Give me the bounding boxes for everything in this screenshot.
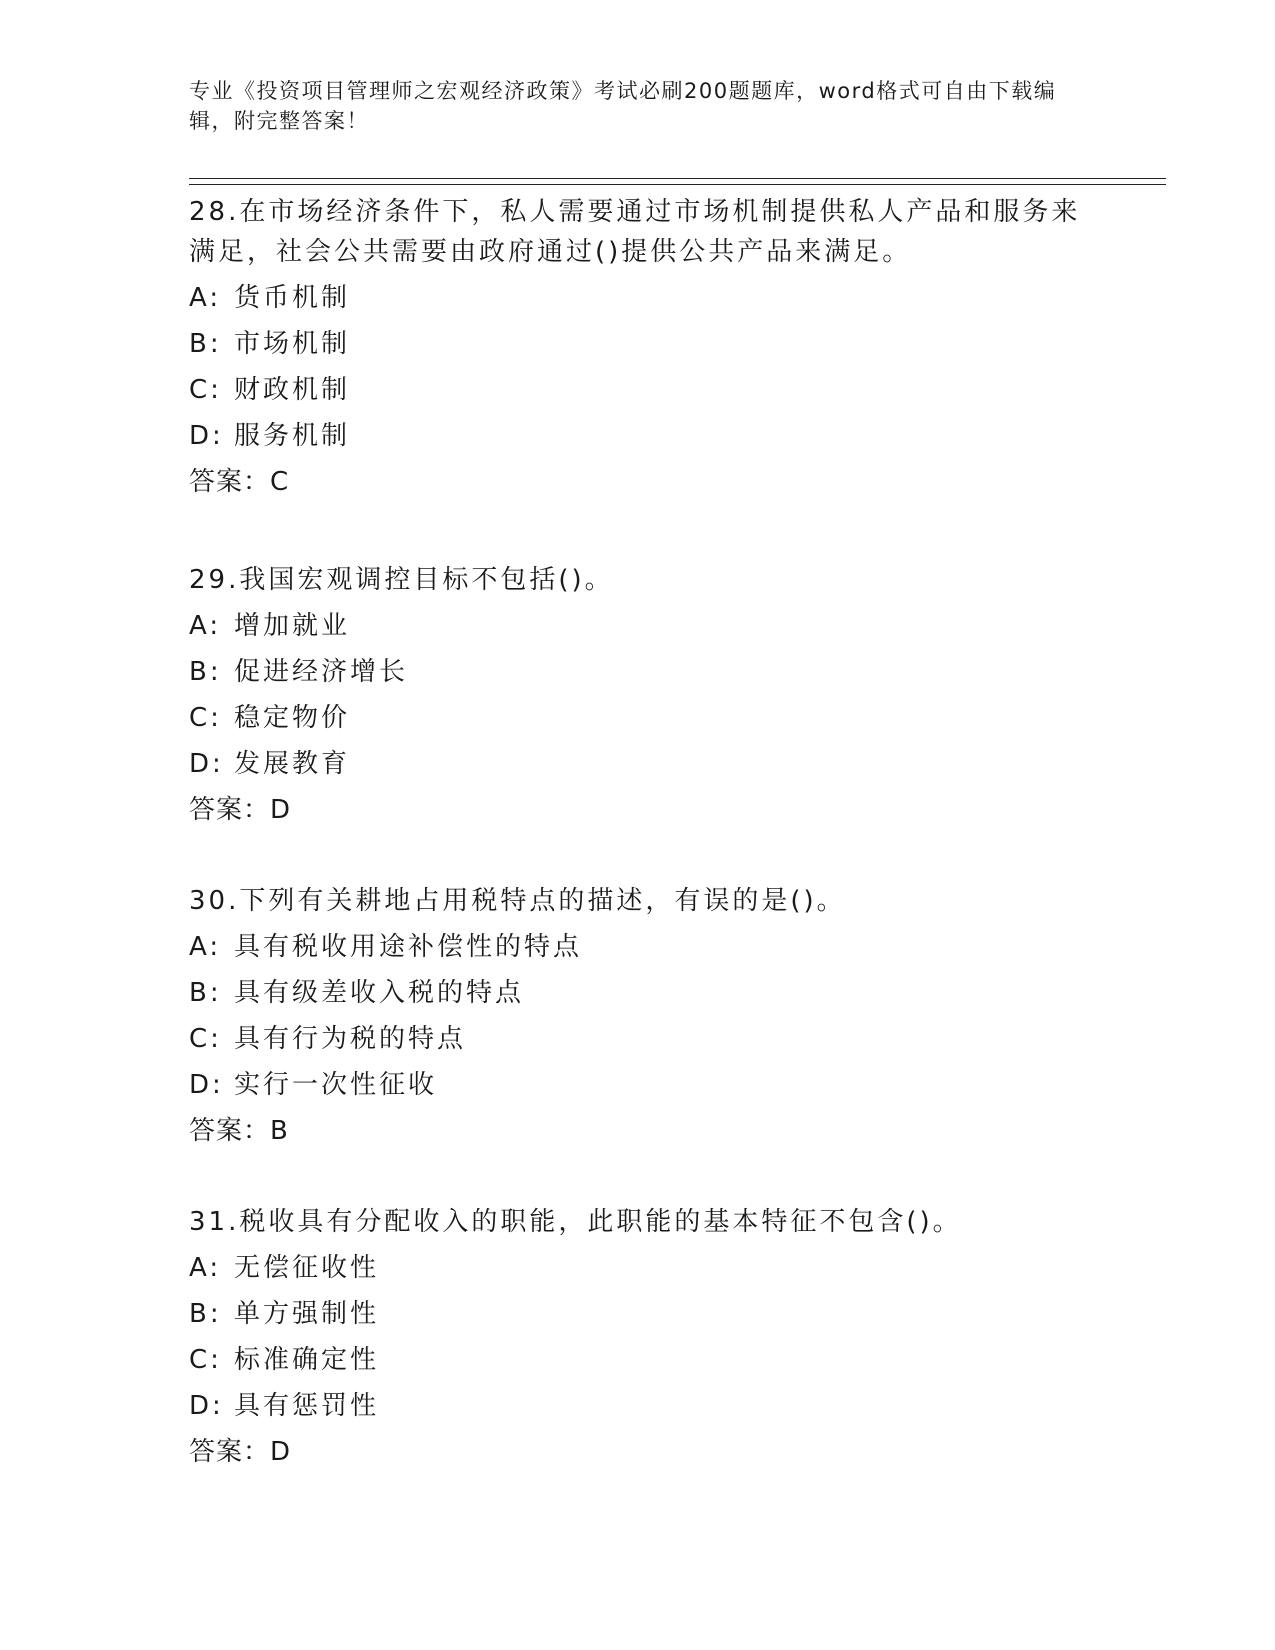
option-d — [189, 1065, 1089, 1105]
question-stem: 31.税收具有分配收入的职能，此职能的基本特征不包含()。 — [189, 1207, 962, 1237]
option-text: 实行一次性征收 — [234, 1070, 438, 1100]
option-text: 无偿征收性 — [234, 1253, 380, 1283]
answer-line: 答案：B — [189, 1116, 289, 1146]
option-text: 促进经济增长 — [234, 657, 409, 687]
option-text: 稳定物价 — [234, 703, 351, 733]
option-key: B: — [189, 657, 222, 687]
option-text: 发展教育 — [234, 749, 351, 779]
option-d — [189, 1386, 1089, 1426]
question-31 — [189, 1202, 1089, 1472]
question-stem: 30.下列有关耕地占用税特点的描述，有误的是()。 — [189, 886, 846, 916]
option-text: 具有惩罚性 — [234, 1391, 380, 1421]
option-key: C: — [189, 1024, 222, 1054]
option-c — [189, 1019, 1089, 1059]
option-text: 具有级差收入税的特点 — [234, 978, 525, 1008]
option-key: B: — [189, 329, 222, 359]
option-text: 标准确定性 — [234, 1345, 380, 1375]
document-header: 专业《投资项目管理师之宏观经济政策》考试必刷200题题库，word格式可自由下载编辑，附完整答案！ — [189, 79, 1057, 133]
option-key: D: — [189, 421, 224, 451]
question-28 — [189, 192, 1089, 502]
option-key: C: — [189, 375, 222, 405]
option-c — [189, 698, 1089, 738]
option-key: A: — [189, 1253, 222, 1283]
answer-line: 答案：C — [189, 467, 290, 497]
header-divider-bottom — [189, 184, 1166, 185]
answer-line: 答案：D — [189, 1437, 292, 1467]
option-a — [189, 278, 1089, 318]
option-key: B: — [189, 1299, 222, 1329]
answer-line: 答案：D — [189, 795, 292, 825]
option-c — [189, 1340, 1089, 1380]
question-stem: 28.在市场经济条件下，私人需要通过市场机制提供私人产品和服务来满足，社会公共需要由政府通过()提供公共产品来满足。 — [189, 197, 1081, 267]
option-d — [189, 416, 1089, 456]
option-d — [189, 744, 1089, 784]
option-key: D: — [189, 1391, 224, 1421]
option-b — [189, 1294, 1089, 1334]
option-key: D: — [189, 1070, 224, 1100]
option-text: 服务机制 — [234, 421, 351, 451]
option-c — [189, 370, 1089, 410]
option-key: A: — [189, 932, 222, 962]
option-b — [189, 973, 1089, 1013]
option-key: A: — [189, 611, 222, 641]
option-text: 市场机制 — [234, 329, 351, 359]
option-text: 具有行为税的特点 — [234, 1024, 467, 1054]
option-key: D: — [189, 749, 224, 779]
option-text: 增加就业 — [234, 611, 351, 641]
option-a — [189, 1248, 1089, 1288]
header-divider-top — [189, 178, 1166, 179]
option-b — [189, 652, 1089, 692]
option-key: A: — [189, 283, 222, 313]
option-a — [189, 606, 1089, 646]
question-30 — [189, 881, 1089, 1151]
option-text: 单方强制性 — [234, 1299, 380, 1329]
question-stem: 29.我国宏观调控目标不包括()。 — [189, 565, 614, 595]
option-text: 具有税收用途补偿性的特点 — [234, 932, 583, 962]
option-text: 货币机制 — [234, 283, 351, 313]
option-text: 财政机制 — [234, 375, 351, 405]
option-a — [189, 927, 1089, 967]
question-29 — [189, 560, 1089, 830]
option-key: C: — [189, 1345, 222, 1375]
option-b — [189, 324, 1089, 364]
option-key: B: — [189, 978, 222, 1008]
option-key: C: — [189, 703, 222, 733]
